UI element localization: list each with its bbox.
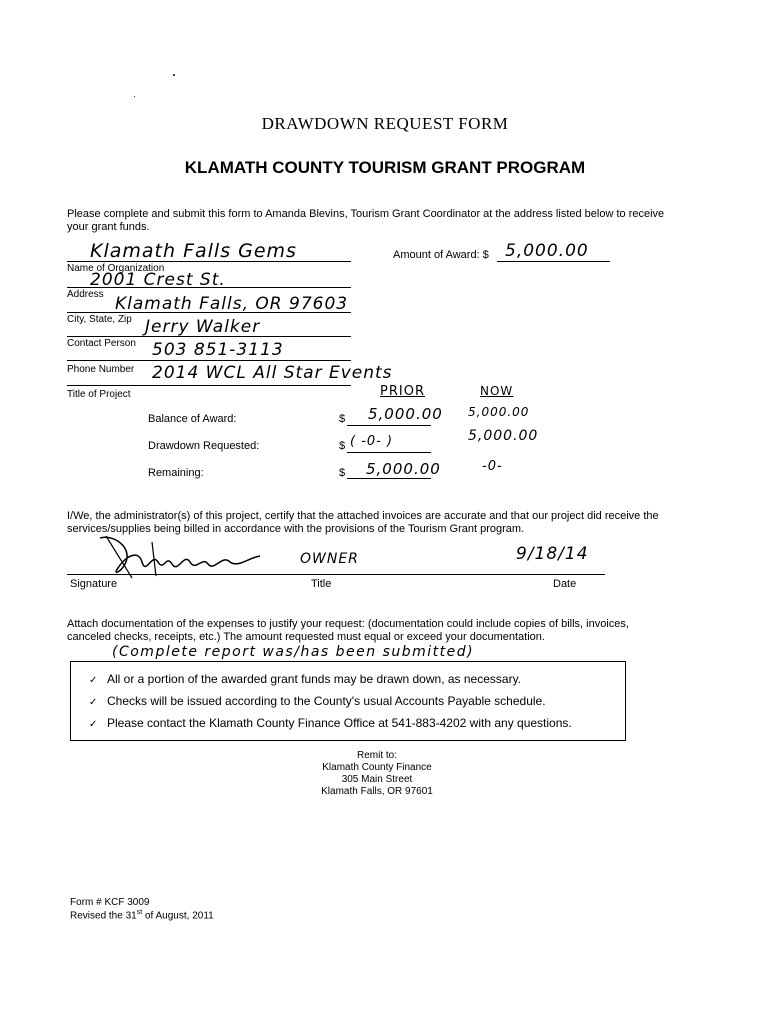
attach-text: Attach documentation of the expenses to justify your request: (documentation could include copies of bills, invoices, canceled checks, receipts, etc.) The amount requested must equal or exceed your documentation. [67, 618, 629, 643]
certification-text: I/We, the administrator(s) of this project, certify that the attached invoices are accurate and that our project did receive the services/supplies being billed in accordance with the provisions of the Tourism Grant program. [67, 510, 659, 535]
bullet-item [89, 694, 546, 708]
address-value: 2001 Crest St. [90, 270, 226, 290]
award-line [497, 261, 610, 262]
remaining-currency: $ [339, 467, 346, 479]
scan-speck [134, 96, 135, 97]
check-icon: ✓ [89, 719, 98, 730]
drawdown-line [347, 452, 431, 453]
address-label: Address [67, 289, 104, 300]
phone-label: Phone Number [67, 364, 135, 375]
address-line [67, 287, 351, 288]
city-line [67, 312, 351, 313]
title-value: OWNER [300, 551, 359, 567]
city-label: City, State, Zip [67, 314, 132, 325]
program-title: KLAMATH COUNTY TOURISM GRANT PROGRAM [184, 158, 586, 177]
remaining-line [347, 478, 431, 479]
signature-label: Signature [70, 578, 118, 590]
organization-label: Name of Organization [67, 263, 165, 274]
scan-speck [173, 74, 175, 76]
contact-value: Jerry Walker [145, 317, 261, 337]
project-label: Title of Project [67, 389, 131, 400]
award-value: 5,000.00 [505, 241, 589, 261]
organization-line [67, 261, 351, 262]
contact-label: Contact Person [67, 338, 136, 349]
drawdown-prior-value: ( -0- ) [350, 434, 394, 449]
bullet-text: Checks will be issued according to the County's usual Accounts Payable schedule. [107, 694, 546, 708]
remit-line2: 305 Main Street [341, 774, 413, 785]
remit-label: Remit to: [356, 750, 397, 761]
form-number: Form # KCF 3009 [70, 897, 150, 908]
form-title: DRAWDOWN REQUEST FORM [261, 114, 509, 133]
balance-currency: $ [339, 413, 346, 425]
title-label: Title [311, 578, 332, 590]
revised-date [70, 909, 214, 921]
check-icon: ✓ [89, 697, 98, 708]
organization-value: Klamath Falls Gems [90, 240, 297, 262]
check-icon: ✓ [89, 675, 98, 686]
project-value: 2014 WCL All Star Events [152, 363, 393, 383]
remaining-prior-value: 5,000.00 [366, 460, 441, 478]
revised-sup: st [136, 909, 143, 916]
balance-prior-value: 5,000.00 [368, 405, 443, 423]
drawdown-label: Drawdown Requested: [148, 440, 260, 452]
project-line [67, 385, 351, 386]
contact-line [67, 336, 351, 337]
balance-line [347, 425, 431, 426]
date-value: 9/18/14 [516, 544, 589, 564]
balance-now-value: 5,000.00 [468, 405, 530, 419]
intro-text: Please complete and submit this form to Amanda Blevins, Tourism Grant Coordinator at the address listed below to receive your grant funds. [67, 208, 665, 233]
handwritten-note: (Complete report was/has been submitted) [112, 644, 475, 660]
now-column-header: NOW [480, 384, 514, 398]
award-label: Amount of Award: $ [393, 249, 489, 261]
remit-line1: Klamath County Finance [322, 762, 432, 773]
info-box [70, 661, 626, 741]
drawdown-currency: $ [339, 440, 346, 452]
remit-line3: Klamath Falls, OR 97601 [321, 786, 433, 797]
phone-line [67, 360, 351, 361]
remit-block [277, 750, 477, 798]
bullet-item [89, 672, 521, 686]
city-value: Klamath Falls, OR 97603 [115, 294, 349, 314]
bullet-text: Please contact the Klamath County Finance Office at 541-883-4202 with any questions. [107, 716, 572, 730]
date-label: Date [553, 578, 577, 590]
bullet-item [89, 716, 572, 730]
bullet-text: All or a portion of the awarded grant funds may be drawn down, as necessary. [107, 672, 522, 686]
signature-line [67, 574, 605, 575]
prior-column-header: PRIOR [380, 384, 425, 399]
revised-suffix: of August, 2011 [142, 910, 214, 922]
phone-value: 503 851-3113 [152, 340, 284, 360]
remaining-label: Remaining: [148, 467, 204, 479]
revised-prefix: Revised the 31 [70, 910, 137, 922]
remaining-now-value: -0- [482, 459, 503, 474]
drawdown-now-value: 5,000.00 [468, 428, 539, 444]
balance-label: Balance of Award: [148, 413, 237, 425]
